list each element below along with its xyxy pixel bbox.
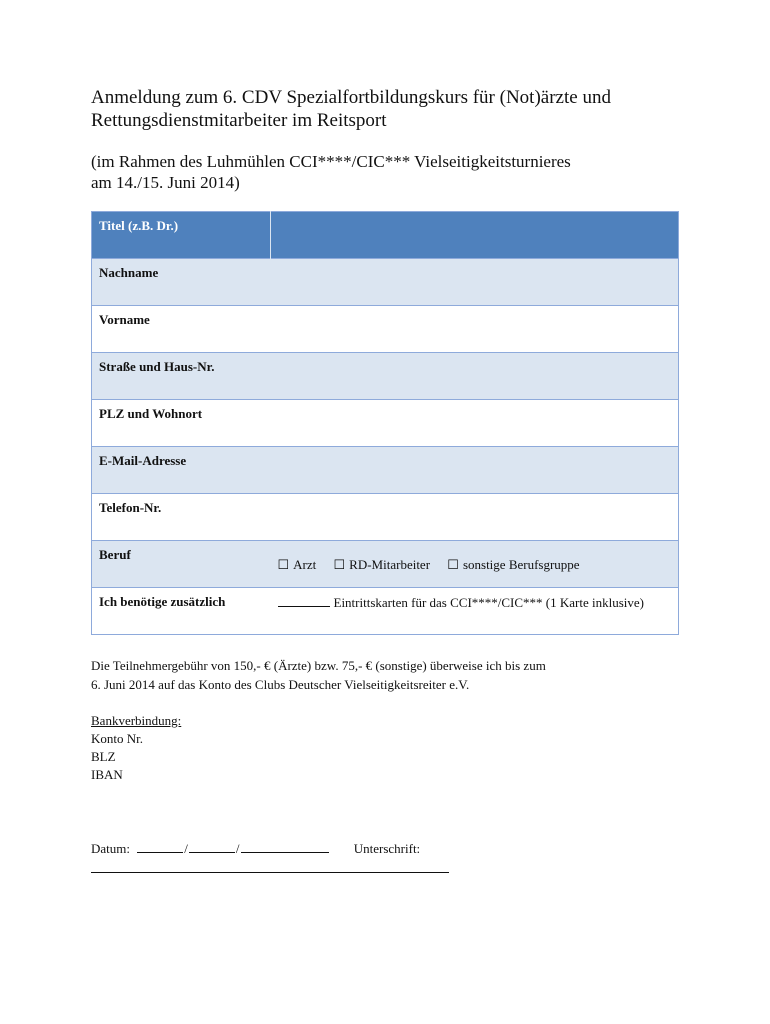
option-arzt-label: Arzt (293, 557, 317, 572)
fee-paragraph (91, 656, 691, 694)
bank-konto: Konto Nr. (91, 731, 143, 746)
bank-details (91, 712, 181, 784)
event-subtitle (91, 151, 711, 193)
label-email: E-Mail-Adresse (92, 447, 271, 494)
label-vorname: Vorname (92, 306, 271, 353)
datum-label: Datum: (91, 841, 130, 856)
field-zusaetzlich (271, 588, 679, 635)
form-row-vorname (92, 306, 679, 353)
checkbox-icon[interactable]: ☐ (277, 557, 290, 572)
field-beruf (271, 541, 679, 588)
beruf-options (278, 557, 672, 573)
page-title: Anmeldung zum 6. CDV Spezialfortbildungskurs für (Not)ärzte und Rettungsdienstmitarbeiter im Reitsport (91, 87, 611, 131)
unterschrift-label: Unterschrift: (353, 841, 421, 856)
label-titel: Titel (z.B. Dr.) (92, 212, 271, 259)
option-sonstige-label: sonstige Berufsgruppe (462, 557, 580, 572)
ticket-count-blank[interactable] (278, 594, 330, 607)
field-vorname[interactable] (271, 306, 679, 353)
field-email[interactable] (271, 447, 679, 494)
field-titel[interactable] (271, 212, 679, 259)
fee-line-2: 6. Juni 2014 auf das Konto des Clubs Deutscher Vielseitigkeitsreiter e.V. (91, 677, 470, 692)
label-beruf: Beruf (92, 541, 271, 588)
date-separator: / (184, 841, 188, 856)
label-nachname: Nachname (92, 259, 271, 306)
checkbox-icon[interactable]: ☐ (447, 557, 459, 572)
form-row-beruf (92, 541, 679, 588)
signature-line (91, 840, 420, 857)
form-row-strasse (92, 353, 679, 400)
date-day-blank[interactable] (137, 840, 183, 853)
checkbox-icon[interactable]: ☐ (333, 557, 346, 572)
label-plz-wohnort: PLZ und Wohnort (92, 400, 271, 447)
form-row-nachname (92, 259, 679, 306)
date-month-blank[interactable] (189, 840, 235, 853)
signature-rule[interactable] (91, 872, 449, 873)
form-row-plz-wohnort (92, 400, 679, 447)
option-rd-mitarbeiter[interactable] (334, 557, 431, 572)
form-row-email (92, 447, 679, 494)
bank-heading: Bankverbindung: (91, 713, 182, 728)
date-year-blank[interactable] (241, 840, 329, 853)
form-row-titel (92, 212, 679, 259)
subtitle-line-2: am 14./15. Juni 2014) (91, 173, 240, 192)
bank-iban: IBAN (91, 767, 123, 782)
option-rd-mitarbeiter-label: RD-Mitarbeiter (349, 557, 431, 572)
field-plz-wohnort[interactable] (271, 400, 679, 447)
date-separator: / (235, 841, 240, 856)
fee-line-1: Die Teilnehmergebühr von 150,- € (Ärzte) bzw. 75,- € (sonstige) überweise ich bis zum (91, 658, 546, 673)
field-telefon[interactable] (271, 494, 679, 541)
label-strasse: Straße und Haus-Nr. (92, 353, 271, 400)
form-row-telefon (92, 494, 679, 541)
option-sonstige[interactable] (447, 557, 579, 572)
ticket-text: Eintrittskarten für das CCI****/CIC*** (1 Karte inklusive) (333, 595, 645, 610)
form-row-zusaetzlich (92, 588, 679, 635)
label-telefon: Telefon-Nr. (92, 494, 271, 541)
field-strasse[interactable] (271, 353, 679, 400)
registration-form-table (91, 211, 679, 635)
option-arzt[interactable] (278, 557, 317, 572)
label-zusaetzlich: Ich benötige zusätzlich (92, 588, 271, 635)
field-nachname[interactable] (271, 259, 679, 306)
bank-blz: BLZ (91, 749, 116, 764)
subtitle-line-1: (im Rahmen des Luhmühlen CCI****/CIC*** Vielseitigkeitsturnieres (91, 152, 571, 171)
